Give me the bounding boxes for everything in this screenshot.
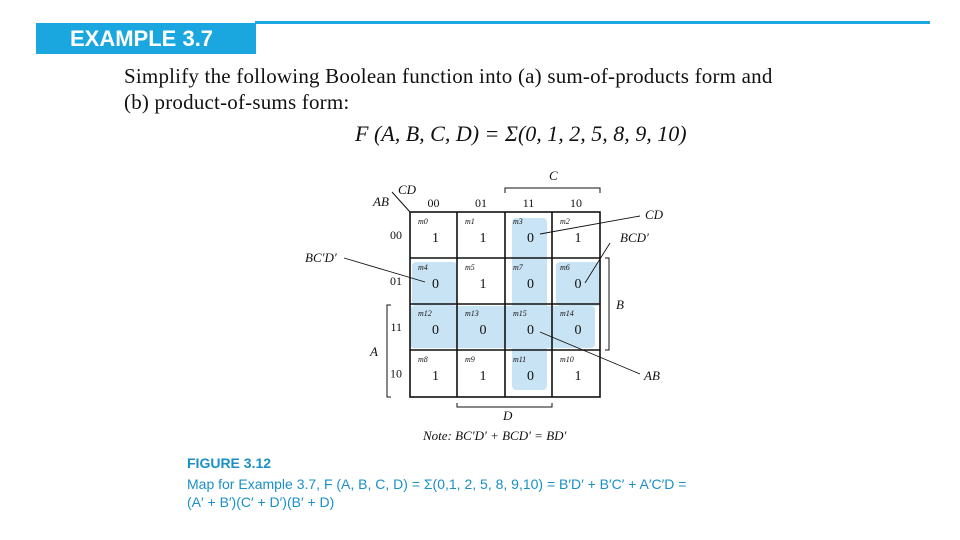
- var-c: C: [549, 168, 558, 183]
- d-bracket: [457, 403, 552, 407]
- minterm-label: m12: [418, 309, 432, 318]
- col-header-10: 10: [570, 196, 582, 210]
- cell-m1: [465, 217, 487, 246]
- c-bracket: [505, 188, 600, 193]
- cell-value: 0: [432, 277, 439, 292]
- example-label: EXAMPLE 3.7: [36, 23, 256, 54]
- cell-value: 1: [479, 277, 487, 292]
- minterm-label: m3: [513, 217, 523, 226]
- cell-value: 0: [574, 277, 582, 292]
- row-header-10: 10: [390, 366, 402, 381]
- note-text: Note: BC′D′ + BCD′ = BD′: [423, 428, 567, 443]
- minterm-label: m7: [513, 263, 523, 272]
- minterm-label: m13: [465, 309, 479, 318]
- cell-m0: [418, 217, 439, 246]
- cell-value: 0: [527, 369, 534, 384]
- cell-value: 0: [527, 231, 534, 246]
- minterm-label: m14: [560, 309, 574, 318]
- caption-line-1: Map for Example 3.7, F (A, B, C, D) = Σ(0,1, 2, 5, 8, 9,10) = B′D′ + B′C′ + A′C′D =: [187, 476, 687, 492]
- cell-m5: [465, 263, 487, 292]
- cell-value: 0: [574, 323, 582, 338]
- minterm-label: m0: [418, 217, 428, 226]
- cell-m2: [560, 217, 582, 246]
- minterm-label: m2: [560, 217, 570, 226]
- row-header-00: 00: [390, 228, 402, 242]
- label-cd: CD: [645, 207, 664, 222]
- minterm-label: m4: [418, 263, 428, 272]
- minterm-label: m5: [465, 263, 475, 272]
- minterm-label: m9: [465, 355, 475, 364]
- minterm-label: m6: [560, 263, 570, 272]
- label-bcd-prime: BCD′: [620, 230, 649, 245]
- problem-line-1: Simplify the following Boolean function into (a) sum-of-products form and: [124, 64, 773, 88]
- corner-ab: AB: [373, 194, 389, 209]
- cell-value: 1: [432, 369, 439, 384]
- boolean-function: F (A, B, C, D) = Σ(0, 1, 2, 5, 8, 9, 10): [355, 121, 687, 146]
- row-header-11: 11: [390, 320, 402, 334]
- cell-value: 1: [479, 231, 487, 246]
- b-bracket: [605, 258, 609, 350]
- cell-value: 1: [574, 231, 582, 246]
- label-ab: AB: [644, 368, 660, 383]
- minterm-label: m11: [513, 355, 527, 364]
- problem-line-2: (b) product-of-sums form:: [124, 90, 350, 114]
- figure-title: FIGURE 3.12: [187, 455, 272, 471]
- cell-value: 0: [527, 323, 534, 338]
- a-bracket: [387, 305, 391, 397]
- minterm-label: m15: [513, 309, 527, 318]
- row-header-01: 01: [390, 274, 402, 288]
- caption-line-2: (A′ + B′)(C′ + D′)(B′ + D): [187, 494, 335, 510]
- cell-m9: [465, 355, 487, 384]
- minterm-label: m10: [560, 355, 574, 364]
- minterm-label: m8: [418, 355, 428, 364]
- corner-cd: CD: [398, 182, 417, 197]
- cell-value: 0: [479, 323, 487, 338]
- var-d: D: [503, 408, 513, 423]
- var-a: A: [370, 344, 378, 359]
- figure-caption: [187, 475, 807, 511]
- cell-value: 1: [574, 369, 582, 384]
- column-headers: [428, 196, 583, 210]
- cell-value: 0: [432, 323, 439, 338]
- col-header-11: 11: [522, 196, 535, 210]
- col-header-01: 01: [475, 196, 487, 210]
- label-bcd-prime-left: BC′D′: [305, 250, 337, 265]
- cell-value: 1: [432, 231, 439, 246]
- cell-value: 1: [479, 369, 487, 384]
- var-b: B: [616, 297, 624, 312]
- minterm-label: m1: [465, 217, 475, 226]
- cell-m8: [418, 355, 439, 384]
- cell-value: 0: [527, 277, 534, 292]
- cell-m10: [560, 355, 582, 384]
- col-header-00: 00: [427, 196, 440, 210]
- row-headers: [390, 228, 402, 381]
